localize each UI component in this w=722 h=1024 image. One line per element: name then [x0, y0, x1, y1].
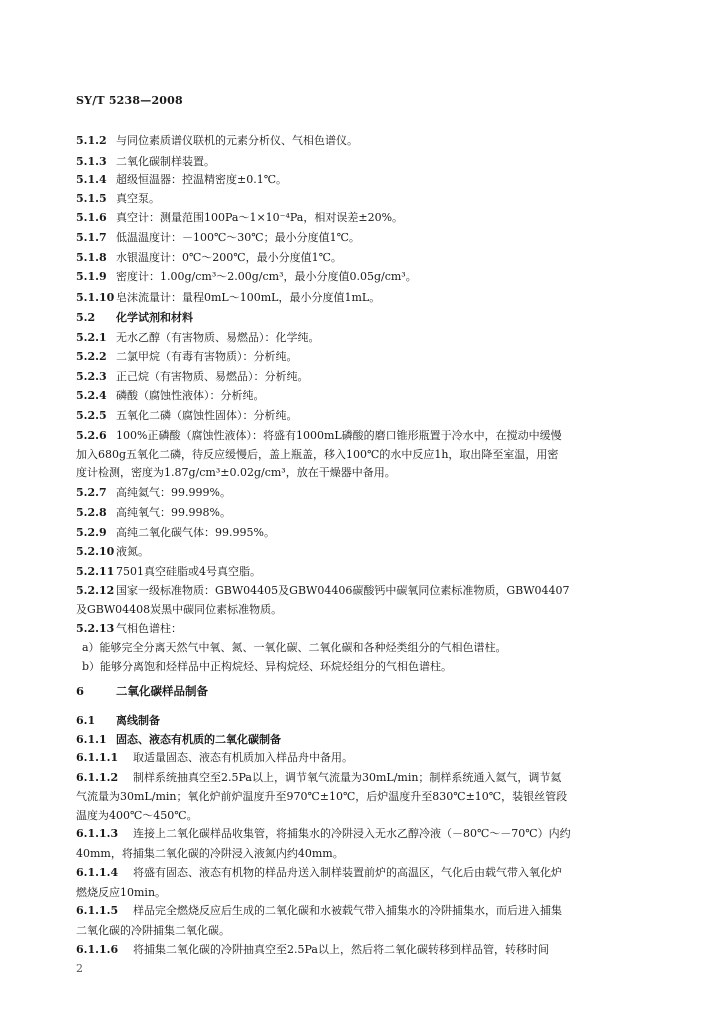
- text-line: [76, 291, 662, 305]
- clause-text: 二氧化碳的冷阱捕集二氧化碳。: [76, 924, 230, 937]
- text-line: [76, 370, 662, 384]
- text-line: [76, 192, 662, 206]
- clause-text: 皂沫流量计：量程0mL～100mL，最小分度值1mL。: [116, 291, 381, 304]
- clause-number: 5.2: [76, 311, 96, 324]
- text-line: [76, 847, 662, 861]
- clause-number: 6.1.1.1: [76, 751, 119, 764]
- clause-number: 5.1.10: [76, 291, 115, 304]
- clause-number: 5.2.1: [76, 331, 107, 344]
- text-line: [76, 733, 662, 747]
- text-line: [76, 134, 662, 148]
- clause-text: 100%正磷酸（腐蚀性液体）：将盛有1000mL磷酸的磨口锥形瓶置于冷水中，在搅动中缓慢: [116, 429, 562, 442]
- text-line: [76, 771, 662, 785]
- clause-text: 正己烷（有害物质、易燃品）：分析纯。: [116, 370, 309, 383]
- clause-number: 6.1.1.4: [76, 866, 119, 879]
- clause-text: 化学试剂和材料: [116, 311, 193, 324]
- clause-number: 5.1.6: [76, 211, 107, 224]
- clause-number: 6.1.1.5: [76, 904, 119, 917]
- text-line: [76, 943, 662, 957]
- clause-number: 5.1.7: [76, 231, 107, 244]
- clause-text: 高纯氦气：99.999%。: [116, 486, 231, 499]
- clause-text: 温度为400℃～450℃。: [76, 809, 198, 822]
- clause-text: 取适量固态、液态有机质加入样品舟中备用。: [133, 751, 353, 764]
- clause-number: 6.1.1.6: [76, 943, 119, 956]
- clause-text: 离线制备: [116, 714, 160, 727]
- clause-number: 5.2.4: [76, 389, 107, 402]
- clause-number: 5.1.4: [76, 173, 107, 186]
- text-line: [76, 790, 662, 804]
- text-line: [76, 251, 662, 265]
- clause-text: 加入680g五氧化二磷，待反应缓慢后，盖上瓶盖，移入100℃的水中反应1h，取出降至室温，用密: [76, 448, 559, 461]
- clause-text: 真空计：测量范围100Pa～1×10⁻⁴Pa，相对误差±20%。: [116, 211, 404, 224]
- clause-text: 无水乙醇（有害物质、易燃品）：化学纯。: [116, 331, 320, 344]
- text-line: [76, 545, 662, 559]
- text-line: [76, 231, 662, 245]
- clause-number: 5.2.11: [76, 565, 115, 578]
- clause-number: 5.1.5: [76, 192, 107, 205]
- clause-number: 6: [76, 684, 85, 698]
- clause-text: 水银温度计：0℃～200℃，最小分度值1℃。: [116, 251, 342, 264]
- text-line: [76, 641, 662, 655]
- clause-text: 气流量为30mL/min；氧化炉前炉温度升至970℃±10℃，后炉温度升至830℃±10℃，装银丝管段: [76, 790, 568, 803]
- clause-number: 6.1.1.3: [76, 827, 119, 840]
- clause-text: 7501真空硅脂或4号真空脂。: [116, 565, 261, 578]
- text-line: [76, 409, 662, 423]
- text-line: [76, 331, 662, 345]
- clause-text: 燃烧反应10min。: [76, 886, 167, 899]
- clause-number: 5.1.8: [76, 251, 107, 264]
- page-number: 2: [76, 962, 83, 975]
- clause-number: 5.2.5: [76, 409, 107, 422]
- clause-text: 与同位素质谱仪联机的元素分析仪、气相色谱仪。: [116, 134, 358, 147]
- text-line: [76, 660, 662, 674]
- clause-number: 5.2.13: [76, 622, 115, 635]
- clause-text: b）能够分离饱和烃样品中正构烷烃、异构烷烃、环烷烃组分的气相色谱柱。: [82, 660, 453, 673]
- text-line: [76, 866, 662, 880]
- clause-number: 5.1.9: [76, 270, 107, 283]
- text-line: [76, 486, 662, 500]
- clause-text: 连接上二氧化碳样品收集管，将捕集水的冷阱浸入无水乙醇冷液（－80℃～－70℃）内约: [133, 827, 571, 840]
- clause-text: 密度计：1.00g/cm³～2.00g/cm³，最小分度值0.05g/cm³。: [116, 270, 417, 283]
- clause-text: 真空泵。: [116, 192, 160, 205]
- clause-text: 及GBW04408炭黑中碳同位素标准物质。: [76, 603, 283, 616]
- clause-number: 5.2.8: [76, 506, 107, 519]
- clause-text: 磷酸（腐蚀性液体）：分析纯。: [116, 389, 265, 402]
- clause-text: 国家一级标准物质：GBW04405及GBW04406碳酸钙中碳氧同位素标准物质，GBW04407: [116, 584, 570, 597]
- clause-text: 将捕集二氧化碳的冷阱抽真空至2.5Pa以上，然后将二氧化碳转移到样品管，转移时间: [133, 943, 549, 956]
- clause-text: 将盛有固态、液态有机物的样品舟送入制样装置前炉的高温区，气化后由载气带入氧化炉: [133, 866, 562, 879]
- clause-text: a）能够完全分离天然气中氧、氮、一氧化碳、二氧化碳和各种烃类组分的气相色谱柱。: [82, 641, 507, 654]
- text-line: [76, 751, 662, 765]
- text-line: [76, 311, 662, 325]
- text-line: [76, 924, 662, 938]
- clause-text: 五氧化二磷（腐蚀性固体）：分析纯。: [116, 409, 298, 422]
- clause-number: 5.2.7: [76, 486, 107, 499]
- text-line: [76, 809, 662, 823]
- clause-text: 气相色谱柱：: [116, 622, 182, 635]
- text-line: [76, 565, 662, 579]
- clause-number: 5.2.9: [76, 526, 107, 539]
- text-line: [76, 714, 662, 728]
- clause-text: 高纯二氧化碳气体：99.995%。: [116, 526, 275, 539]
- clause-number: 5.2.3: [76, 370, 107, 383]
- clause-text: 低温温度计：－100℃～30℃；最小分度值1℃。: [116, 231, 360, 244]
- text-line: [76, 389, 662, 403]
- text-line: [76, 904, 662, 918]
- clause-number: 5.1.2: [76, 134, 107, 147]
- text-line: [76, 526, 662, 540]
- clause-number: 6.1.1.2: [76, 771, 119, 784]
- text-line: [76, 506, 662, 520]
- text-line: [76, 886, 662, 900]
- clause-number: 5.2.2: [76, 350, 107, 363]
- clause-text: 制样系统抽真空至2.5Pa以上，调节氧气流量为30mL/min；制样系统通入氦气，调节氦: [133, 771, 562, 784]
- text-line: [76, 684, 662, 698]
- text-line: [76, 827, 662, 841]
- text-line: [76, 155, 662, 169]
- clause-number: 5.2.6: [76, 429, 107, 442]
- clause-text: 超级恒温器：控温精密度±0.1℃。: [116, 173, 288, 186]
- clause-text: 高纯氧气：99.998%。: [116, 506, 231, 519]
- clause-text: 二氧化碳制样装置。: [116, 155, 215, 168]
- text-line: [76, 270, 662, 284]
- clause-number: 5.2.10: [76, 545, 115, 558]
- clause-number: 6.1.1: [76, 733, 107, 746]
- clause-text: 液氮。: [116, 545, 149, 558]
- text-line: [76, 622, 662, 636]
- standard-code-header: SY/T 5238—2008: [76, 94, 183, 107]
- clause-text: 二氯甲烷（有毒有害物质）：分析纯。: [116, 350, 298, 363]
- clause-text: 样品完全燃烧反应后生成的二氧化碳和水被载气带入捕集水的冷阱捕集水，而后进入捕集: [133, 904, 562, 917]
- clause-number: 5.2.12: [76, 584, 115, 597]
- text-line: [76, 350, 662, 364]
- clause-number: 6.1: [76, 714, 96, 727]
- clause-text: 度计检测，密度为1.87g/cm³±0.02g/cm³，放在干燥器中备用。: [76, 466, 396, 479]
- clause-text: 固态、液态有机质的二氧化碳制备: [116, 733, 281, 746]
- text-line: [76, 448, 662, 462]
- text-line: [76, 603, 662, 617]
- clause-text: 二氧化碳样品制备: [116, 684, 208, 698]
- text-line: [76, 173, 662, 187]
- text-line: [76, 429, 662, 443]
- text-line: [76, 466, 662, 480]
- clause-number: 5.1.3: [76, 155, 107, 168]
- text-line: [76, 584, 662, 598]
- text-line: [76, 211, 662, 225]
- clause-text: 40mm，将捕集二氧化碳的冷阱浸入液氮内约40mm。: [76, 847, 344, 860]
